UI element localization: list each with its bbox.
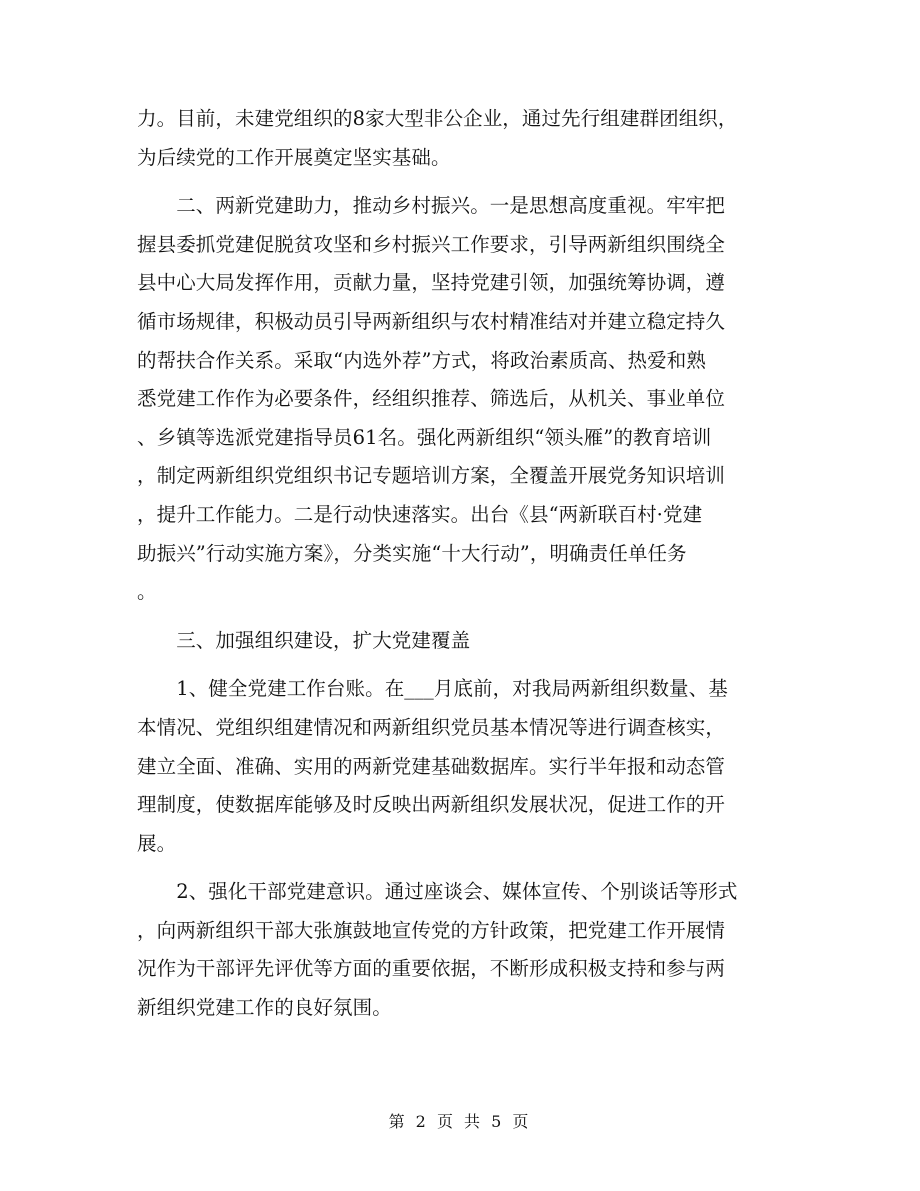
text-line: 况作为干部评先评优等方面的重要依据，不断形成积极支持和参与两 (137, 957, 726, 981)
paragraph-2 (137, 187, 787, 612)
text-line: 。 (137, 580, 157, 604)
text-line: 力。目前，未建党组织的8家大型非公企业，通过先行组建群团组织， (137, 107, 738, 130)
page-number-footer: 第 2 页 共 5 页 (388, 1112, 532, 1131)
text-line: ，制定两新组织党组织书记专题培训方案，全覆盖开展党务知识培训 (137, 464, 726, 488)
text-line: 建立全面、准确、实用的两新党建基础数据库。实行半年报和动态管 (137, 754, 726, 778)
section-heading: 三、加强组织建设，扩大党建覆盖 (137, 628, 471, 652)
text-line: 、乡镇等选派党建指导员61名。强化两新组织“领头雁”的教育培训 (137, 425, 712, 449)
text-line: 理制度，使数据库能够及时反映出两新组织发展状况，促进工作的开 (137, 793, 726, 817)
text-line: 悉党建工作作为必要条件，经组织推荐、筛选后，从机关、事业单位 (137, 387, 726, 411)
text-line: ，向两新组织干部大张旗鼓地宣传党的方针政策，把党建工作开展情 (137, 918, 726, 942)
paragraph-gap (137, 177, 787, 187)
paragraph-gap (137, 612, 787, 622)
text-line: 本情况、党组织组建情况和两新组织党员基本情况等进行调查核实， (137, 715, 726, 739)
text-line: 二、两新党建助力，推动乡村振兴。一是思想高度重视。牢牢把 (137, 194, 726, 218)
paragraph-gap (137, 863, 787, 873)
text-line: 2、强化干部党建意识。通过座谈会、媒体宣传、个别谈话等形式 (137, 880, 738, 904)
text-line: 助振兴”行动实施方案》，分类实施“十大行动”，明确责任单任务 (137, 541, 687, 565)
paragraph-gap (137, 660, 787, 670)
paragraph-1 (137, 100, 787, 177)
text-line: 1、健全党建工作台账。在___月底前，对我局两新组织数量、基 (137, 677, 728, 701)
text-line: 的帮扶合作关系。采取“内选外荐”方式，将政治素质高、热爱和熟 (137, 348, 706, 372)
paragraph-5 (137, 873, 787, 1027)
paragraph-3-heading (137, 622, 787, 661)
text-line: 为后续党的工作开展奠定坚实基础。 (137, 145, 451, 169)
text-line: 新组织党建工作的良好氛围。 (137, 996, 392, 1020)
text-line: ，提升工作能力。二是行动快速落实。出台《县“两新联百村·党建 (137, 502, 703, 526)
document-body (137, 100, 787, 1028)
text-line: 展。 (137, 831, 177, 855)
text-line: 循市场规律，积极动员引导两新组织与农村精准结对并建立稳定持久 (137, 309, 726, 333)
paragraph-4 (137, 670, 787, 863)
text-line: 县中心大局发挥作用，贡献力量，坚持党建引领，加强统筹协调，遵 (137, 271, 726, 295)
text-line: 握县委抓党建促脱贫攻坚和乡村振兴工作要求，引导两新组织围绕全 (137, 232, 726, 256)
